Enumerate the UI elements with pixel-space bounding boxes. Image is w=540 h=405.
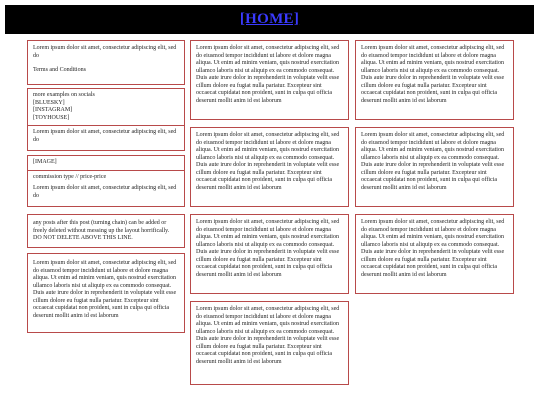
intro-text: Lorem ipsum dolor sit amet, consectetur adipiscing elit, sed do [33, 45, 177, 59]
notice-box [27, 214, 185, 248]
divider [28, 125, 184, 126]
post-text: Lorem ipsum dolor sit amet, consectetur adipiscing elit, sed do eiusmod tempor incididunt ut labore et dolore magna aliqua. Ut enim ad minim veniam, quis nostrud exercitation ullamco laboris nisi ut aliquip ex ea commodo consequat. Duis aute irure dolor in reprehenderit in voluptate velit esse cillum dolore eu fugiat nulla pariatur. Excepteur sint occaecat cupidatat non proident, sunt in culpa qui officia deserunt mollit anim id est laborum [196, 306, 340, 365]
socials-heading: more examples on socials [33, 92, 95, 98]
post-text: Lorem ipsum dolor sit amet, consectetur adipiscing elit, sed do eiusmod tempor incididunt ut labore et dolore magna aliqua. Ut enim ad minim veniam, quis nostrud exercitation ullamco laboris nisi ut aliquip ex ea commodo consequat. Duis aute irure dolor in reprehenderit in voluptate velit esse cillum dolore eu fugiat nulla pariatur. Excepteur sint occaecat cupidatat non proident, sunt in culpa qui officia deserunt mollit anim id est laborum [196, 219, 340, 278]
post-text: Lorem ipsum dolor sit amet, consectetur adipiscing elit, sed do eiusmod tempor incididunt ut labore et dolore magna aliqua. Ut enim ad minim veniam, quis nostrud exercitation ullamco laboris nisi ut aliquip ex ea commodo consequat. Duis aute irure dolor in reprehenderit in voluptate velit esse cillum dolore eu fugiat nulla pariatur. Excepteur sint occaecat cupidatat non proident, sunt in culpa qui officia deserunt mollit anim id est laborum [196, 45, 340, 104]
terms-link[interactable]: Terms and Conditions [33, 67, 86, 74]
notice-text: any posts after this post (turning chain) can be added or freely deleted without messing up the layout horrifically. DO NOT DELETE ABOVE THIS LINE. [33, 220, 170, 242]
home-link[interactable]: [HOME] [239, 11, 300, 27]
toyhouse-link[interactable]: [TOYHOUSE] [33, 114, 70, 121]
intro-box [27, 40, 185, 85]
post-box [27, 253, 185, 333]
post-box [190, 127, 349, 207]
post-box [355, 214, 514, 294]
post-box [355, 40, 514, 120]
post-box [190, 40, 349, 120]
divider [28, 170, 184, 171]
socials-note: Lorem ipsum dolor sit amet, consectetur adipiscing elit, sed do [33, 129, 177, 143]
post-text: Lorem ipsum dolor sit amet, consectetur adipiscing elit, sed do eiusmod tempor incididunt ut labore et dolore magna aliqua. Ut enim ad minim veniam, quis nostrud exercitation ullamco laboris nisi ut aliquip ex ea commodo consequat. Duis aute irure dolor in reprehenderit in voluptate velit esse cillum dolore eu fugiat nulla pariatur. Excepteur sint occaecat cupidatat non proident, sunt in culpa qui officia deserunt mollit anim id est laborum [361, 132, 505, 191]
post-text: Lorem ipsum dolor sit amet, consectetur adipiscing elit, sed do eiusmod tempor incididunt ut labore et dolore magna aliqua. Ut enim ad minim veniam, quis nostrud exercitation ullamco laboris nisi ut aliquip ex ea commodo consequat. Duis aute irure dolor in reprehenderit in voluptate velit esse cillum dolore eu fugiat nulla pariatur. Excepteur sint occaecat cupidatat non proident, sunt in culpa qui officia deserunt mollit anim id est laborum [361, 219, 505, 278]
socials-box [27, 88, 185, 151]
post-box [190, 214, 349, 294]
commission-box [27, 155, 185, 207]
bluesky-link[interactable]: [BLUESKY] [33, 99, 65, 106]
commission-text: Lorem ipsum dolor sit amet, consectetur adipiscing elit, sed do [33, 185, 177, 199]
post-box [355, 127, 514, 207]
commission-caption: commission type // price-price [33, 173, 107, 180]
post-text: Lorem ipsum dolor sit amet, consectetur adipiscing elit, sed do eiusmod tempor incididunt ut labore et dolore magna aliqua. Ut enim ad minim veniam, quis nostrud exercitation ullamco laboris nisi ut aliquip ex ea commodo consequat. Duis aute irure dolor in reprehenderit in voluptate velit esse cillum dolore eu fugiat nulla pariatur. Excepteur sint occaecat cupidatat non proident, sunt in culpa qui officia deserunt mollit anim id est laborum [361, 45, 505, 104]
instagram-link[interactable]: [INSTAGRAM] [33, 107, 73, 114]
top-nav-bar [5, 5, 534, 34]
post-text: Lorem ipsum dolor sit amet, consectetur adipiscing elit, sed do eiusmod tempor incididunt ut labore et dolore magna aliqua. Ut enim ad minim veniam, quis nostrud exercitation ullamco laboris nisi ut aliquip ex ea commodo consequat. Duis aute irure dolor in reprehenderit in voluptate velit esse cillum dolore eu fugiat nulla pariatur. Excepteur sint occaecat cupidatat non proident, sunt in culpa qui officia deserunt mollit anim id est laborum [196, 132, 340, 191]
image-placeholder: [IMAGE] [33, 159, 57, 165]
post-box [190, 301, 349, 385]
post-text: Lorem ipsum dolor sit amet, consectetur adipiscing elit, sed do eiusmod tempor incididunt ut labore et dolore magna aliqua. Ut enim ad minim veniam, quis nostrud exercitation ullamco laboris nisi ut aliquip ex ea commodo consequat. Duis aute irure dolor in reprehenderit in voluptate velit esse cillum dolore eu fugiat nulla pariatur. Excepteur sint occaecat cupidatat non proident, sunt in culpa qui officia deserunt mollit anim id est laborum [33, 260, 177, 319]
